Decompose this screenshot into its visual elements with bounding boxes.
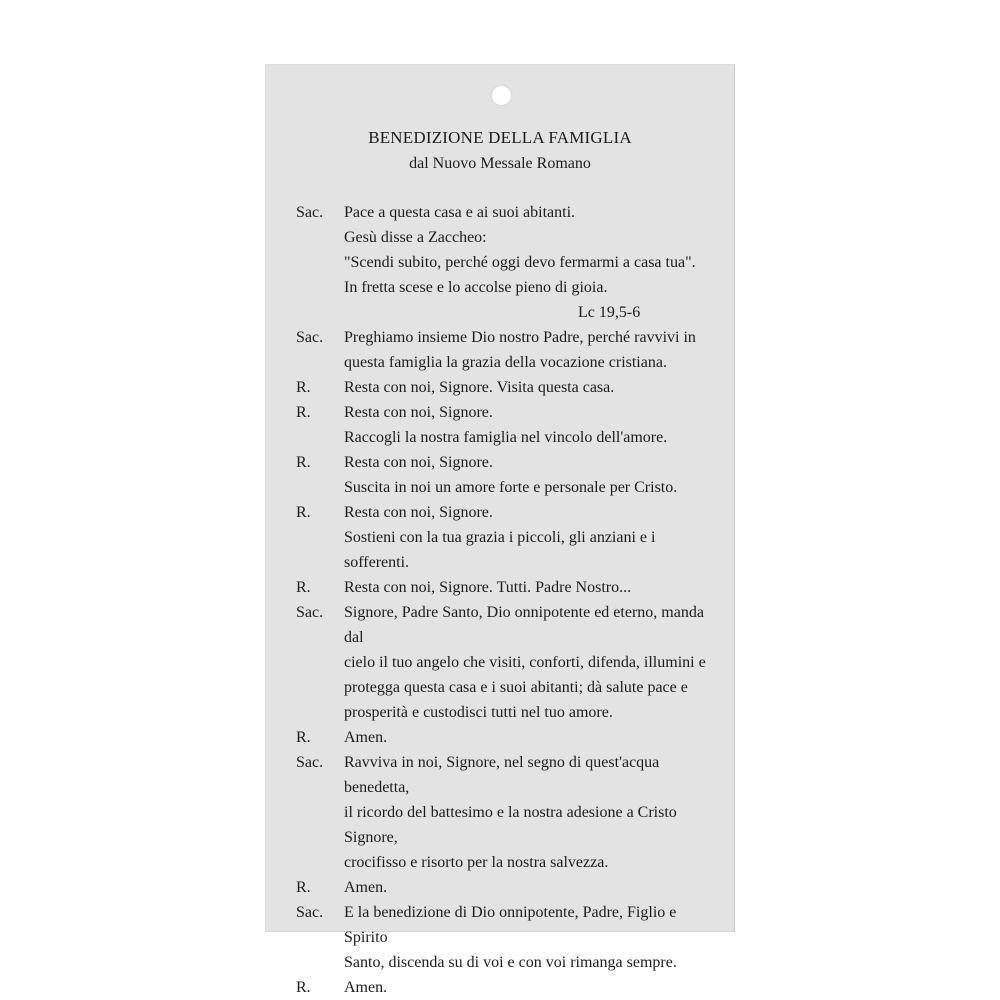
speaker-label: R. (296, 579, 311, 596)
prayer-line (296, 300, 710, 325)
prayer-line (296, 425, 710, 450)
line-text: il ricordo del battesimo e la nostra adesione a Cristo Signore, (344, 804, 677, 846)
speaker-label: R. (296, 979, 311, 996)
prayer-line (296, 525, 710, 575)
line-text: Signore, Padre Santo, Dio onnipotente ed eterno, manda dal (344, 604, 704, 646)
card-subtitle: dal Nuovo Messale Romano (409, 155, 591, 172)
prayer-line (296, 650, 710, 675)
speaker-label (296, 850, 344, 875)
line-text: E la benedizione di Dio onnipotente, Padre, Figlio e Spirito (344, 904, 677, 946)
prayer-line (296, 375, 710, 400)
line-text: Resta con noi, Signore. (344, 504, 493, 521)
prayer-text (266, 200, 734, 1000)
speaker-label: R. (296, 504, 311, 521)
line-text: protegga questa casa e i suoi abitanti; dà salute pace e (344, 679, 688, 696)
line-text: questa famiglia la grazia della vocazione cristiana. (344, 354, 667, 371)
speaker-label (296, 275, 344, 300)
speaker-label: R. (296, 454, 311, 471)
speaker-label (296, 425, 344, 450)
prayer-line (296, 475, 710, 500)
prayer-line (296, 575, 710, 600)
prayer-line (296, 975, 710, 1000)
speaker-label (296, 225, 344, 250)
prayer-line (296, 725, 710, 750)
punch-hole-icon (492, 86, 511, 105)
speaker-label (296, 700, 344, 725)
line-text: Amen. (344, 979, 388, 996)
speaker-label: R. (296, 404, 311, 421)
line-text: Pace a questa casa e ai suoi abitanti. (344, 204, 576, 221)
speaker-label (296, 650, 344, 675)
speaker-label: Sac. (296, 754, 324, 771)
prayer-line (296, 325, 710, 350)
prayer-line (296, 200, 710, 225)
line-text: Resta con noi, Signore. (344, 454, 493, 471)
line-text: crocifisso e risorto per la nostra salvezza. (344, 854, 609, 871)
prayer-card (265, 64, 735, 996)
line-text: Santo, discenda su di voi e con voi rimanga sempre. (344, 954, 677, 971)
prayer-line (296, 275, 710, 300)
line-text: cielo il tuo angelo che visiti, conforti, difenda, illumini e (344, 654, 706, 671)
prayer-line (296, 900, 710, 950)
line-text: Sostieni con la tua grazia i piccoli, gli anziani e i sofferenti. (344, 529, 656, 571)
line-text: Gesù disse a Zaccheo: (344, 229, 487, 246)
prayer-line (296, 750, 710, 800)
speaker-label (296, 300, 344, 325)
speaker-label (296, 250, 344, 275)
card-header (266, 125, 734, 177)
speaker-label: Sac. (296, 904, 324, 921)
speaker-label (296, 475, 344, 500)
line-text: Amen. (344, 879, 388, 896)
line-text: Resta con noi, Signore. Tutti. Padre Nostro... (344, 579, 632, 596)
line-text: Suscita in noi un amore forte e personale per Cristo. (344, 479, 678, 496)
prayer-line (296, 850, 710, 875)
prayer-line (296, 700, 710, 725)
speaker-label (296, 950, 344, 975)
prayer-line (296, 450, 710, 475)
prayer-line (296, 675, 710, 700)
card-title: BENEDIZIONE DELLA FAMIGLIA (368, 128, 632, 147)
speaker-label: R. (296, 379, 311, 396)
prayer-line (296, 600, 710, 650)
line-text: Ravviva in noi, Signore, nel segno di quest'acqua benedetta, (344, 754, 660, 796)
speaker-label (296, 800, 344, 850)
prayer-line (296, 800, 710, 850)
line-text: In fretta scese e lo accolse pieno di gioia. (344, 279, 608, 296)
prayer-line (296, 250, 710, 275)
prayer-line (296, 400, 710, 425)
line-text: Lc 19,5-6 (578, 304, 641, 321)
speaker-label (296, 525, 344, 575)
prayer-line (296, 350, 710, 375)
speaker-label (296, 350, 344, 375)
prayer-line (296, 875, 710, 900)
speaker-label: Sac. (296, 329, 324, 346)
prayer-line (296, 950, 710, 975)
speaker-label (296, 675, 344, 700)
line-text: prosperità e custodisci tutti nel tuo amore. (344, 704, 613, 721)
line-text: Resta con noi, Signore. (344, 404, 493, 421)
line-text: "Scendi subito, perché oggi devo fermarmi a casa tua". (344, 254, 696, 271)
prayer-line (296, 500, 710, 525)
line-text: Raccogli la nostra famiglia nel vincolo dell'amore. (344, 429, 668, 446)
speaker-label: Sac. (296, 604, 324, 621)
speaker-label: R. (296, 879, 311, 896)
speaker-label: R. (296, 729, 311, 746)
speaker-label: Sac. (296, 204, 324, 221)
line-text: Preghiamo insieme Dio nostro Padre, perché ravvivi in (344, 329, 696, 346)
line-text: Resta con noi, Signore. Visita questa casa. (344, 379, 615, 396)
line-text: Amen. (344, 729, 388, 746)
prayer-line (296, 225, 710, 250)
